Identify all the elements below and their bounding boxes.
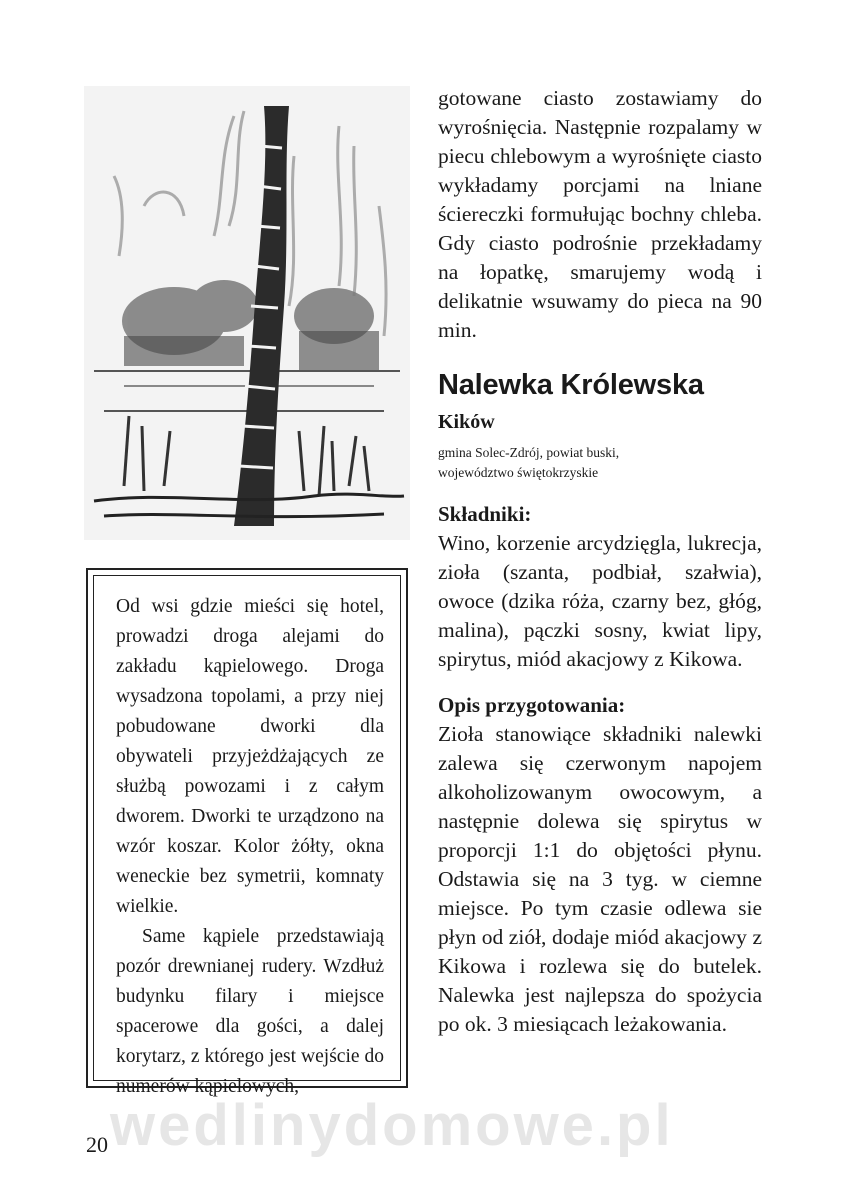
- ingredients-text: Wino, korzenie arcydzięgla, lukrecja, zioła (szanta, podbiał, szałwia), owoce (dzika róża, czarny bez, głóg, malina), pączki sosny, kwiat lipy, spirytus, miód akacjowy z Kikowa.: [438, 531, 762, 671]
- bread-recipe-continuation: gotowane ciasto zostawiamy do wyrośnięcia. Następnie rozpalamy w piecu chlebowym a wyrośnięte ciasto wykładamy porcjami na lniane ściereczki formułując bochny chleba. Gdy ciasto podrośnie przekładamy na łopatkę, smarujemy wodą i delikatnie wsuwamy do pieca na 90 min.: [438, 86, 762, 342]
- quote-paragraph-1: Od wsi gdzie mieści się hotel, prowadzi droga alejami do zakładu kąpielowego. Droga wysadzona topolami, a przy niej pobudowane dworki dla obywateli przyjeżdżających ze służbą powozami i z całym dworem. Dworki te urządzono na wzór koszar. Kolor żółty, okna weneckie bez symetrii, komnaty wielkie.: [116, 596, 384, 917]
- quote-box-text: [116, 592, 384, 1102]
- preparation-heading: Opis przygotowania:: [438, 693, 626, 717]
- location-line-2: województwo świętokrzyskie: [438, 465, 599, 480]
- recipe-location: [438, 443, 762, 483]
- recipe-title: Nalewka Królewska: [438, 369, 704, 401]
- preparation-text: Zioła stanowiące składniki nalewki zalewa się czerwonym napojem alkoholizowanym owocowym, a następnie dolewa się spirytus w proporcji 1:1 do objętości płynu. Odstawia się na 3 tyg. w ciemne miejsce. Po tym czasie odlewa sie płyn od ziół, dodaje miód akacjowy z Kikowa i rozlewa się do butelek. Nalewka jest najlepsza do spożycia po ok. 3 miesiącach leżakowania.: [438, 722, 762, 1036]
- location-line-1: gmina Solec-Zdrój, powiat buski,: [438, 445, 620, 460]
- recipe-place: Kików: [438, 411, 495, 433]
- ingredients-heading: Składniki:: [438, 502, 532, 526]
- tree-sketch-illustration: [84, 86, 410, 540]
- recipe-column: [438, 84, 762, 1039]
- quote-paragraph-2: Same kąpiele przedstawiają pozór drewnianej rudery. Wzdłuż budynku filary i miejsce spacerowe dla gości, a dalej korytarz, z którego jest wejście do numerów kąpielowych,: [116, 926, 384, 1097]
- watermark: wedlinydomowe.pl: [110, 1093, 674, 1158]
- page-number: 20: [86, 1132, 108, 1157]
